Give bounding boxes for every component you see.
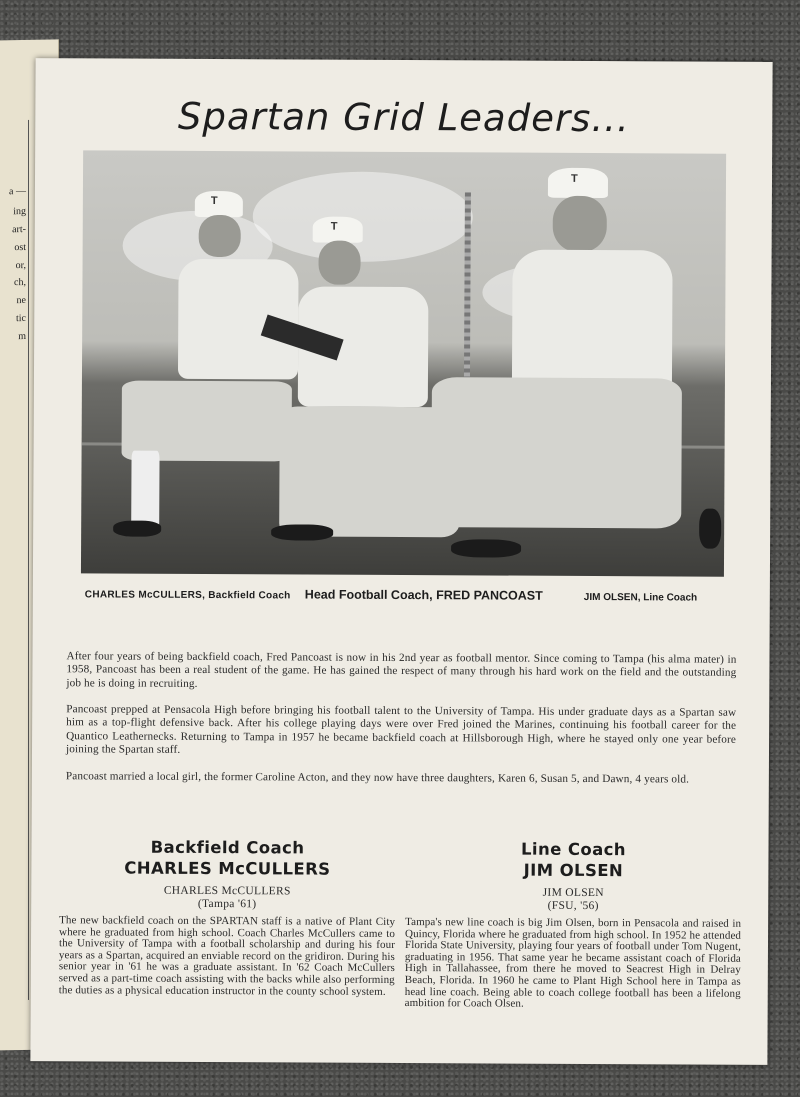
previous-page-fragment: ing	[13, 205, 26, 218]
sock	[131, 451, 159, 531]
column-body: Tampa's new line coach is big Jim Olsen, born in Pensacola and raised in Quincy, Florida where he graduated from high school. In 1952 he attended Florida State University, playing four years of football under Tom Nugent, graduating in 1956. That same year he became assistant coach of Florida High in Tallahassee, from there he moved to Seacrest High in Delray Beach, Florida. In 1960 he came to Plant High School here in Tampa as head line coach. Being able to coach college football has been a lifelong ambition for Coach Olsen.	[404, 916, 742, 1010]
shoe	[451, 539, 521, 557]
previous-page-fragment: m	[18, 330, 26, 343]
coach-school: (Tampa '61)	[197, 897, 257, 910]
family-paragraph: Pancoast married a local girl, the former Caroline Acton, and they now have three daughters, Karen 6, Susan 5, and Dawn, 4 years old.	[65, 770, 690, 786]
coach-figure-olsen	[431, 167, 723, 569]
face	[318, 241, 360, 285]
previous-page-fragment: ost	[14, 241, 26, 254]
previous-page-fragment: art-	[12, 223, 26, 236]
caption-right: JIM OLSEN, Line Coach	[583, 591, 698, 604]
column-heading: Backfield Coach	[150, 837, 305, 858]
line-coach-column	[405, 838, 742, 1012]
previous-page-fragment: a —	[9, 185, 26, 198]
shoe	[271, 524, 333, 540]
column-heading-name: JIM OLSEN	[523, 860, 624, 881]
pants	[122, 381, 292, 462]
coach-name: CHARLES McCULLERS	[163, 884, 291, 898]
previous-page-fragment: ch,	[14, 276, 26, 289]
page-title: Spartan Grid Leaders...	[177, 94, 630, 141]
backfield-coach-column	[59, 836, 396, 998]
face	[199, 215, 241, 257]
photo-captions	[81, 585, 724, 604]
previous-page-fragment: or,	[15, 259, 26, 272]
pants	[431, 377, 682, 528]
shoe	[699, 509, 721, 549]
coach-school: (FSU, '56)	[547, 899, 599, 912]
cap-letter: T	[570, 172, 578, 185]
background-paragraph: Pancoast prepped at Pensacola High before bringing his football talent to the University of Tampa. His under graduate days as a Spartan saw him as a top-flight defensive back. After his college playing days were over Fred joined the Marines, continuing his football career for the Quantico Leathernecks. Returning to Tampa in 1957 he became backfield coach at Hillsborough High, where he stayed only one year before joining the Spartan staff.	[65, 703, 737, 757]
caption-left: CHARLES McCULLERS, Backfield Coach	[84, 589, 291, 602]
coaches-photo	[81, 150, 726, 576]
column-heading: Line Coach	[520, 839, 627, 860]
caption-center: Head Football Coach, FRED PANCOAST	[304, 587, 543, 603]
magazine-page	[30, 58, 772, 1065]
previous-page-fragment: ne	[16, 294, 26, 307]
column-heading-name: CHARLES McCULLERS	[124, 858, 331, 879]
shoe	[113, 520, 161, 536]
column-body: The new backfield coach on the SPARTAN staff is a native of Plant City where he graduated from high school. Coach Charles McCullers came to the University of Tampa with a football scholarship and during his four years as a Spartan, acquired an enviable record on the gridiron. During his senior year in '61 he was a graduate assistant. In '62 Coach McCullers served as a part-time coach assisting with the backs while also performing the duties as a physical education instructor in the county school system.	[58, 914, 396, 998]
cap-letter: T	[330, 220, 338, 233]
face	[553, 196, 607, 252]
cap-icon	[195, 191, 243, 217]
cap-letter: T	[210, 194, 218, 208]
coach-name: JIM OLSEN	[542, 886, 604, 900]
previous-page-fragment: tic	[16, 312, 26, 325]
intro-paragraph: After four years of being backfield coach, Fred Pancoast is now in his 2nd year as football mentor. Since coming to Tampa (his alma mater) in 1958, Pancoast has been a real student of the game. He has gained the respect of many through his hard work on the field and the outstanding job he is doing in recruiting.	[66, 650, 737, 690]
